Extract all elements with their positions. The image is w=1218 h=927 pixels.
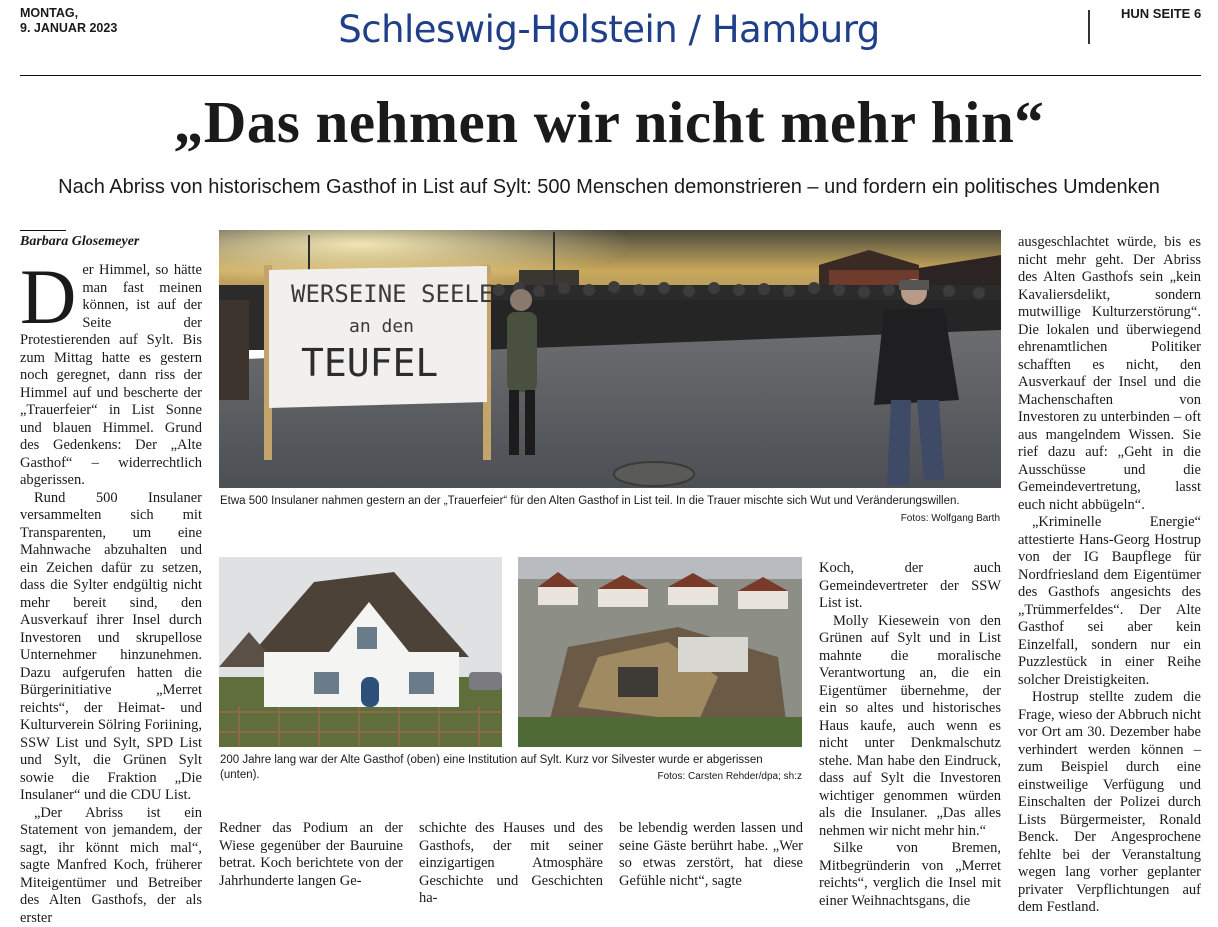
demonstration-photo bbox=[219, 230, 1001, 488]
rubble-photo bbox=[518, 557, 802, 747]
banner-text-3: TEUFEL bbox=[301, 341, 438, 385]
photos-caption: 200 Jahre lang war der Alte Gasthof (oben) eine Institution auf Sylt. Kurz vor Silvester wurde er abgerissen (unten). bbox=[220, 753, 805, 783]
masthead-divider bbox=[1088, 10, 1090, 44]
headline: „Das nehmen wir nicht mehr hin“ bbox=[0, 82, 1218, 162]
text-column-5 bbox=[819, 560, 1001, 910]
main-photo-credit: Fotos: Wolfgang Barth bbox=[700, 513, 1000, 524]
banner-text-1: WERSEINE SEELE bbox=[291, 280, 493, 308]
paragraph: Koch, der auch Gemeindevertreter der SSW List ist. bbox=[819, 560, 1001, 613]
paragraph bbox=[20, 262, 202, 490]
paragraph: Molly Kiesewein von den Grünen auf Sylt und in List mahnte die moralische Verantwortung an, die ein Eigentümer übernehme, der ein so altes und historisches Haus kaufe, auch wenn es nicht unter Denkmalschutz stehe. Man habe den Eindruck, dass auf Sylt die Investoren wichtiger genommen würden als die Insulaner. „Das alles nehmen wir nicht mehr hin.“ bbox=[819, 613, 1001, 841]
banner-text-2: an den bbox=[349, 316, 414, 337]
text-column-6 bbox=[1018, 234, 1201, 917]
paragraph: be lebendig werden lassen und seine Gäste berührt habe. „Wer so etwas zerstört, hat diese Gefühle nicht“, sagte bbox=[619, 820, 803, 890]
paragraph: Hostrup stellte zudem die Frage, wieso der Abbruch nicht vor Ort am 30. Dezember habe verhindert werden können – zum Beispiel durch eine einstweilige Verfügung und Einschalten der Polizei durch Lists Bürgermeister, Ronald Benck. Der Angesprochene fehlte bei der Veranstaltung wegen lang vorher geplanter privater Verpflichtungen auf dem Festland. bbox=[1018, 689, 1201, 917]
section-title: Schleswig-Holstein / Hamburg bbox=[0, 8, 1218, 51]
paragraph: Redner das Podium an der Wiese gegenüber der Bauruine betrat. Koch berichtete von der Jahrhunderte langen Ge- bbox=[219, 820, 403, 890]
paragraph: schichte des Hauses und des Gasthofs, der mit seiner einzigartigen Atmosphäre Geschichte und Geschichten ha- bbox=[419, 820, 603, 908]
paragraph: „Der Abriss ist ein Statement von jemandem, der sagt, ihr könnt mich mal“, sagte Manfred Koch, früherer Miteigentümer und Betreiber des Alten Gasthofs, der als erster bbox=[20, 805, 202, 927]
main-photo bbox=[219, 230, 1001, 488]
paragraph-text: er Himmel, so hätte man fast meinen können, ist auf der Seite der Protestierenden auf Sylt. Bis zum Mittag hatte es gestern noch geregnet, dann riss der Himmel auf und bescherte der „Trauerfeier“ in List Sonne und blauen Himmel. Grund des Gedenkens: Der „Alte Gasthof“ – widerrechtlich abgerissen. bbox=[20, 262, 202, 488]
main-photo-caption: Etwa 500 Insulaner nahmen gestern an der „Trauerfeier“ für den Alten Gasthof in List teil. In die Trauer mischte sich Wut und Veränderungswillen. bbox=[220, 494, 1010, 509]
photos-credit: Fotos: Carsten Rehder/dpa; sh:z bbox=[520, 771, 802, 782]
author-byline: Barbara Glosemeyer bbox=[20, 234, 139, 250]
paragraph: Rund 500 Insulaner versammelten sich mit Transparenten, um eine Mahnwache abzuhalten und ein Zeichen dafür zu setzen, dass die Sylter endgültig nicht mehr bereit sind, den Ausverkauf ihrer Insel durch Investoren und skrupellose Unternehmer hinzunehmen. Dazu aufgerufen hatten die Bürgerinitiative „Merret reichts“, der Heimat- und Kulturverein Sölring Foriining, SSW List und Sylt, SPD List und Sylt, die Grünen Sylt sowie die Fraktion „Die Insulaner“ und die CDU List. bbox=[20, 490, 202, 805]
page-number: HUN SEITE 6 bbox=[1121, 6, 1201, 21]
paragraph: Silke von Bremen, Mitbegründerin von „Merret reichts“, verglich die Insel mit einer Weihnachtsgans, die bbox=[819, 840, 1001, 910]
demolition-photo bbox=[518, 557, 802, 747]
subheadline: Nach Abriss von historischem Gasthof in List auf Sylt: 500 Menschen demonstrieren – und fordern ein politisches Umdenken bbox=[0, 176, 1218, 199]
author-rule bbox=[20, 230, 66, 231]
text-column-4 bbox=[619, 820, 803, 890]
dateline-day: MONTAG, bbox=[20, 6, 117, 21]
text-column-3 bbox=[419, 820, 603, 908]
paragraph: ausgeschlachtet würde, bis es nicht mehr geht. Der Abriss des Alten Gasthofs sein „kein Kavaliersdelikt, sondern mutwillige Kulturzerstörung“. Die lokalen und überwiegend ehrenamtlichen Politiker schafften es nicht, den Ausverkauf der Insel und die Machenschaften von Investoren zu unterbinden – oft aus mangelndem Wissen. Sie rief dazu auf: „Geht in die Ausschüsse und die Gemeindevertretung, lasst euch nicht abbügeln“. bbox=[1018, 234, 1201, 514]
gasthof-photo bbox=[219, 557, 502, 747]
paragraph: „Kriminelle Energie“ attestierte Hans-Georg Hostrup von der IG Baupflege für Nordfriesland dem Eigentümer des Gasthofs angesichts des „Trümmerfeldes“. Der Alte Gasthof sei aber kein Einzelfall, sondern nur ein Puzzlestück in einer Reihe solcher Dreistigkeiten. bbox=[1018, 514, 1201, 689]
drop-cap: D bbox=[20, 266, 76, 328]
dateline-date: 9. JANUAR 2023 bbox=[20, 21, 117, 36]
masthead-rule bbox=[20, 75, 1201, 76]
text-column-1 bbox=[20, 262, 202, 927]
text-column-2 bbox=[219, 820, 403, 890]
thatched-house-photo bbox=[219, 557, 502, 747]
